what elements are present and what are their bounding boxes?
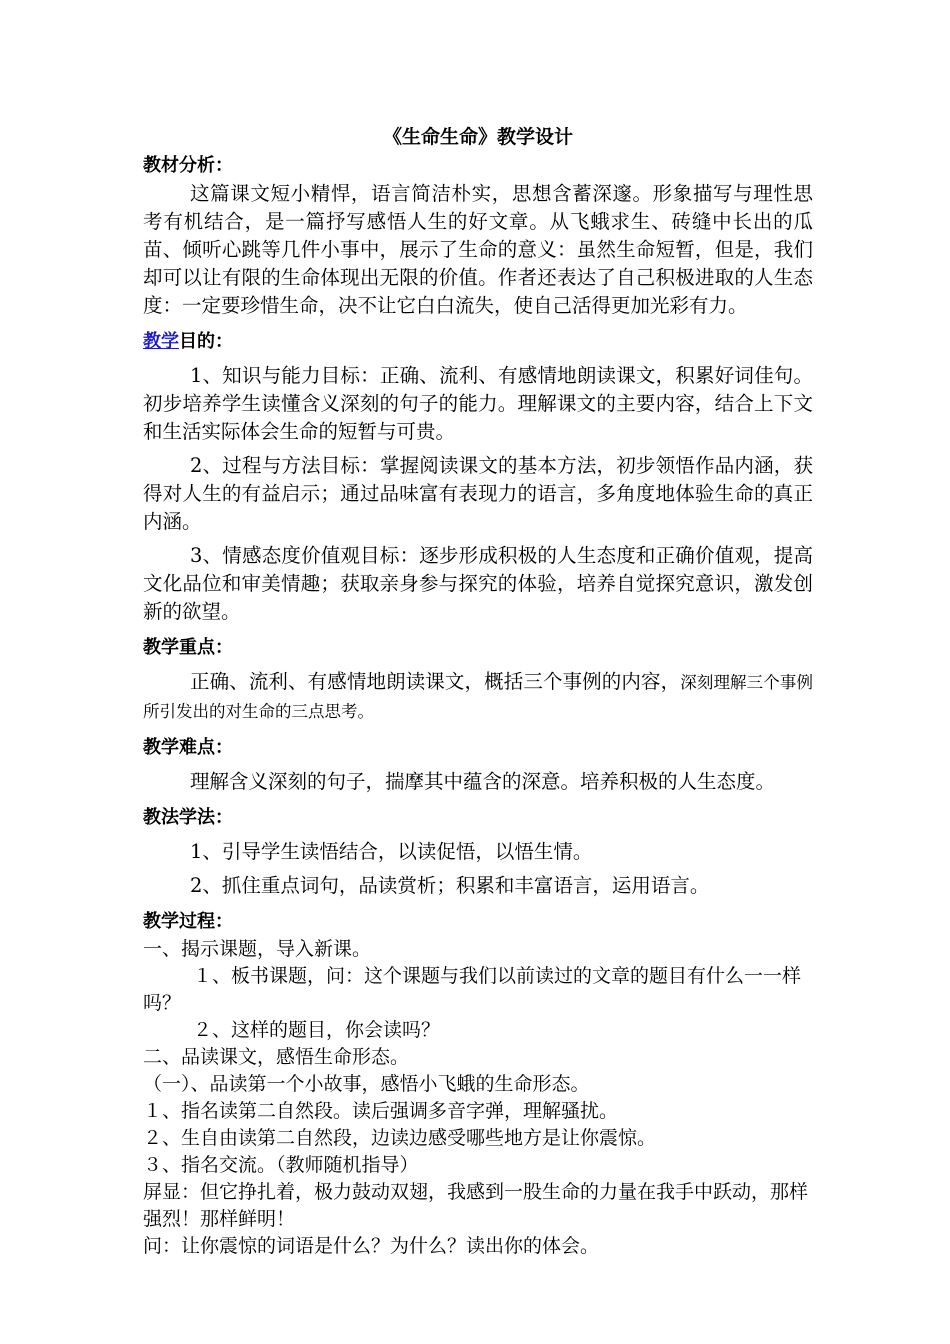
document-page: [143, 122, 813, 1260]
process-line: ３、指名交流。（教师随机指导）: [143, 1154, 419, 1176]
method-item: 2、抓住重点词句，品读赏析；积累和丰富语言，运用语言。: [190, 874, 710, 897]
key-points-main: 正确、流利、有感情地朗读课文，概括三个事例的内容，: [190, 670, 681, 693]
teaching-link[interactable]: 教学: [143, 331, 179, 352]
difficulties-text: 理解含义深刻的句子，揣摩其中蕴含的深意。培养积极的人生态度。: [190, 770, 776, 793]
goal-item: 2、过程与方法目标：掌握阅读课文的基本方法，初步领悟作品内涵，获得对人生的有益启示；通过品味富有表现力的语言，多角度地体验生命的真正内涵。: [143, 454, 813, 533]
process-line: １、指名读第二自然段。读后强调多音字弹，理解骚扰。: [143, 1100, 619, 1122]
material-analysis-text: 这篇课文短小精悍，语言简洁朴实，思想含蓄深邃。形象描写与理性思考有机结合，是一篇抒写感悟人生的好文章。从飞蛾求生、砖缝中长出的瓜苗、倾听心跳等几件小事中，展示了生命的意义：虽然生命短暂，但是，我们却可以让有限的生命体现出无限的价值。作者还表达了自己积极进取的人生态度：一定要珍惜生命，决不让它白白流失，使自己活得更加光彩有力。: [143, 182, 813, 317]
process-line: 问：让你震惊的词语是什么？为什么？读出你的体会。: [143, 1235, 600, 1257]
process-line: 一、揭示课题，导入新课。: [143, 938, 372, 960]
process-line: （一）、品读第一个小故事，感悟小飞蛾的生命形态。: [143, 1073, 590, 1095]
heading-methods: 教法学法：: [143, 807, 233, 828]
heading-key-points: 教学重点：: [143, 637, 233, 658]
process-line: ２、这样的题目，你会读吗？: [193, 1019, 441, 1041]
heading-difficulties: 教学难点：: [143, 737, 233, 758]
goal-item: 3、情感态度价值观目标：逐步形成积极的人生态度和正确价值观，提高文化品位和审美情趣；获取亲身参与探究的体验，培养自觉探究意识，激发创新的欲望。: [143, 544, 813, 623]
heading-material-analysis: 教材分析：: [143, 155, 233, 176]
process-line: 二、品读课文，感悟生命形态。: [143, 1046, 410, 1068]
heading-process: 教学过程：: [143, 911, 233, 932]
goal-item: 1、知识与能力目标：正确、流利、有感情地朗读课文，积累好词佳句。初步培养学生读懂含义深刻的句子的能力。理解课文的主要内容，结合上下文和生活实际体会生命的短暂与可贵。: [143, 364, 813, 443]
method-item: 1、引导学生读悟结合，以读促悟，以悟生情。: [190, 840, 593, 863]
process-line: ２、生自由读第二自然段，边读边感受哪些地方是让你震惊。: [143, 1127, 657, 1149]
process-lines: [143, 936, 813, 1260]
heading-teaching-goals: [143, 328, 813, 356]
key-points-text: [143, 668, 813, 726]
process-line: 屏显：但它挣扎着，极力鼓动双翅，我感到一股生命的力量在我手中跃动，那样强烈！那样鲜明！: [143, 1181, 809, 1230]
heading-teaching-goals-rest: 目的：: [179, 331, 233, 352]
process-line: １、板书课题，问：这个课题与我们以前读过的文章的题目有什么一一样吗？: [143, 965, 802, 1014]
document-title: 《生命生命》教学设计: [382, 126, 573, 148]
key-points-small: 深刻理解三个事例所引发出的对生命的三点思考。: [143, 673, 813, 721]
